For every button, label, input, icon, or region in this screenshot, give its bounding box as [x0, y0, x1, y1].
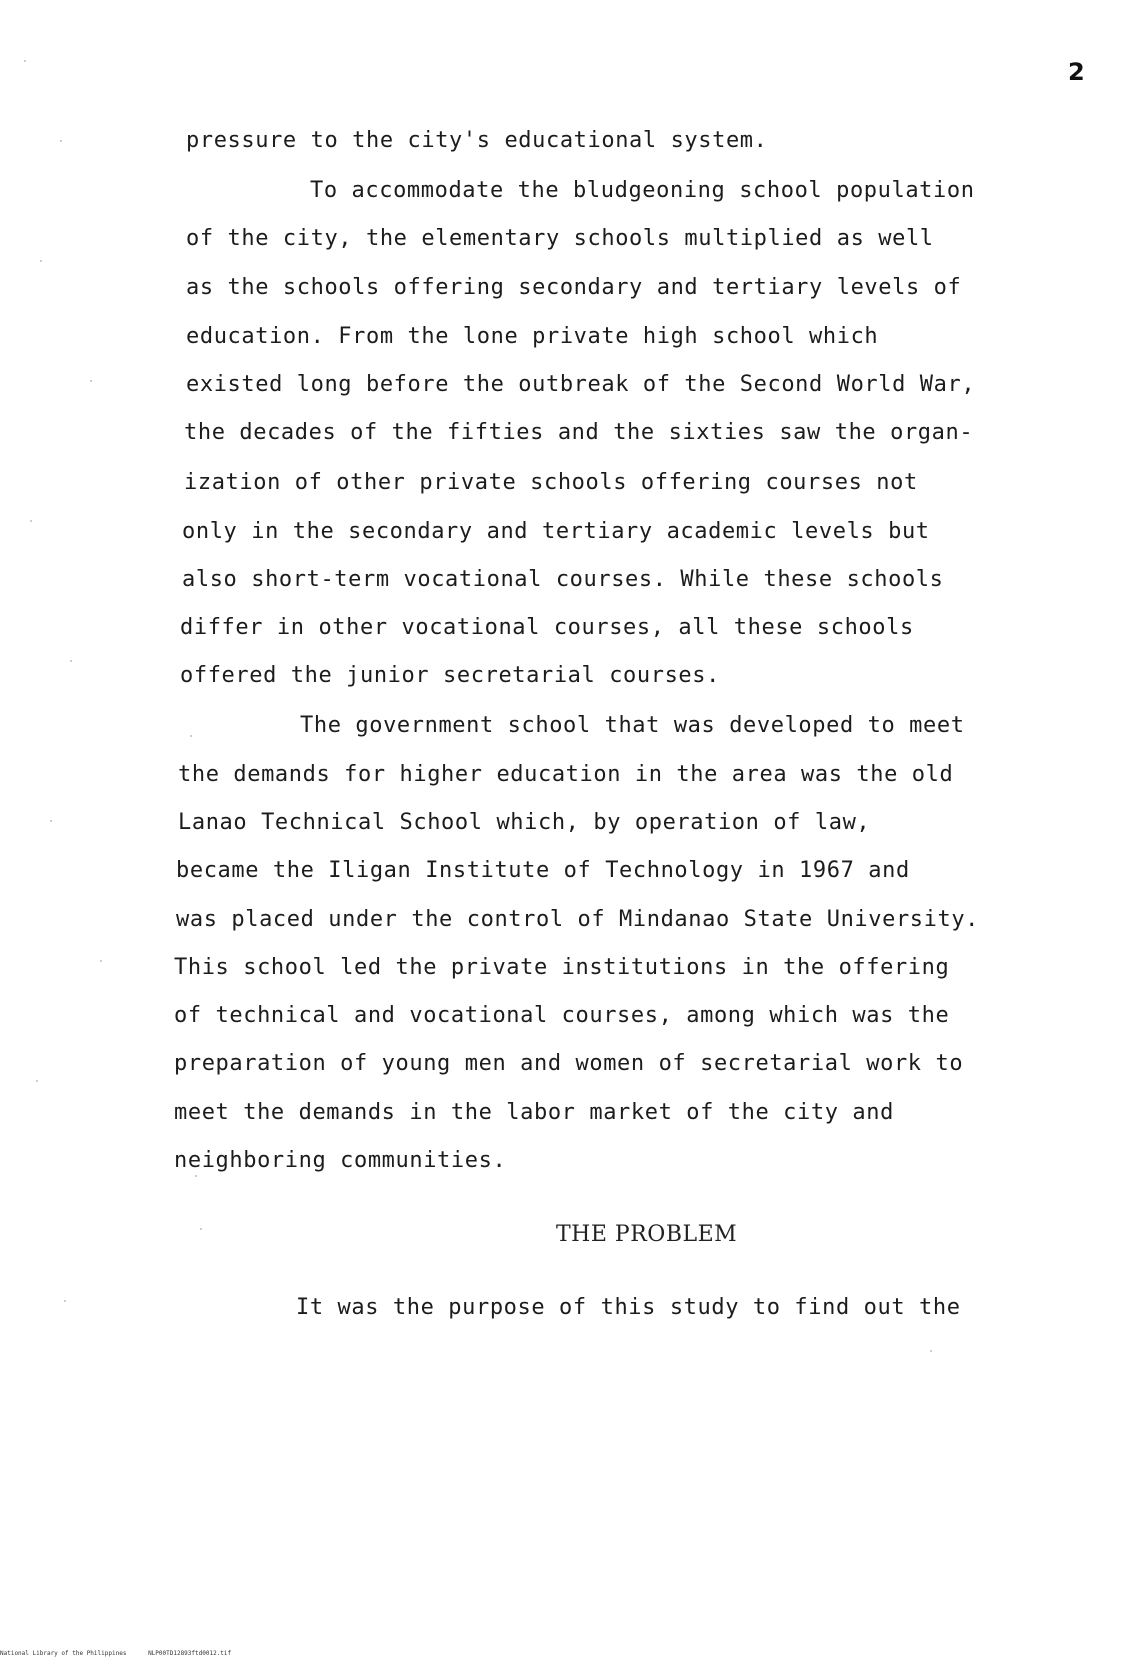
scan-footer — [0, 1650, 249, 1657]
scan-speck — [100, 960, 102, 962]
text-line: also short-term vocational courses. While these schools — [182, 567, 944, 592]
text-line: the demands for higher education in the area was the old — [178, 762, 954, 787]
text-line: was placed under the control of Mindanao State University. — [176, 907, 980, 932]
scan-speck — [70, 660, 72, 662]
text-line: It was the purpose of this study to find out the — [296, 1295, 961, 1320]
text-line: the decades of the fifties and the sixties saw the organ- — [184, 420, 974, 445]
text-line: pressure to the city's educational system. — [186, 128, 768, 153]
footer-library: National Library of the Philippines — [0, 1650, 127, 1657]
text-line: ization of other private schools offering courses not — [184, 470, 918, 495]
scan-speck — [190, 735, 192, 737]
text-line: differ in other vocational courses, all these schools — [180, 615, 914, 640]
scan-speck — [195, 1175, 197, 1177]
text-line: Lanao Technical School which, by operation of law, — [178, 810, 871, 835]
text-line: The government school that was developed to meet — [300, 713, 965, 738]
scan-speck — [40, 260, 42, 262]
text-line: This school led the private institutions in the offering — [174, 955, 950, 980]
scan-speck — [30, 520, 32, 522]
footer-file: NLP00TD12893ftd0012.tif — [148, 1650, 232, 1657]
scan-speck — [64, 1300, 66, 1302]
text-line: meet the demands in the labor market of the city and — [174, 1100, 894, 1125]
scan-speck — [24, 60, 26, 62]
page-number: 2 — [1068, 58, 1085, 86]
text-line: preparation of young men and women of secretarial work to — [174, 1051, 964, 1076]
scan-speck — [50, 820, 52, 822]
text-line: as the schools offering secondary and tertiary levels of — [186, 275, 962, 300]
text-line: of the city, the elementary schools multiplied as well — [186, 226, 934, 251]
scan-speck — [930, 1350, 932, 1352]
scan-speck — [60, 140, 62, 142]
scan-speck — [200, 1228, 202, 1230]
text-line: neighboring communities. — [174, 1148, 507, 1173]
scan-speck — [36, 1080, 38, 1082]
text-line: only in the secondary and tertiary academic levels but — [182, 519, 930, 544]
text-line: offered the junior secretarial courses. — [180, 663, 720, 688]
text-line: To accommodate the bludgeoning school population — [310, 178, 975, 203]
section-heading: THE PROBLEM — [556, 1222, 738, 1247]
text-line: existed long before the outbreak of the Second World War, — [186, 372, 976, 397]
text-line: of technical and vocational courses, among which was the — [174, 1003, 950, 1028]
text-line: education. From the lone private high school which — [186, 324, 879, 349]
text-line: became the Iligan Institute of Technology in 1967 and — [176, 858, 910, 883]
scan-speck — [90, 380, 92, 382]
